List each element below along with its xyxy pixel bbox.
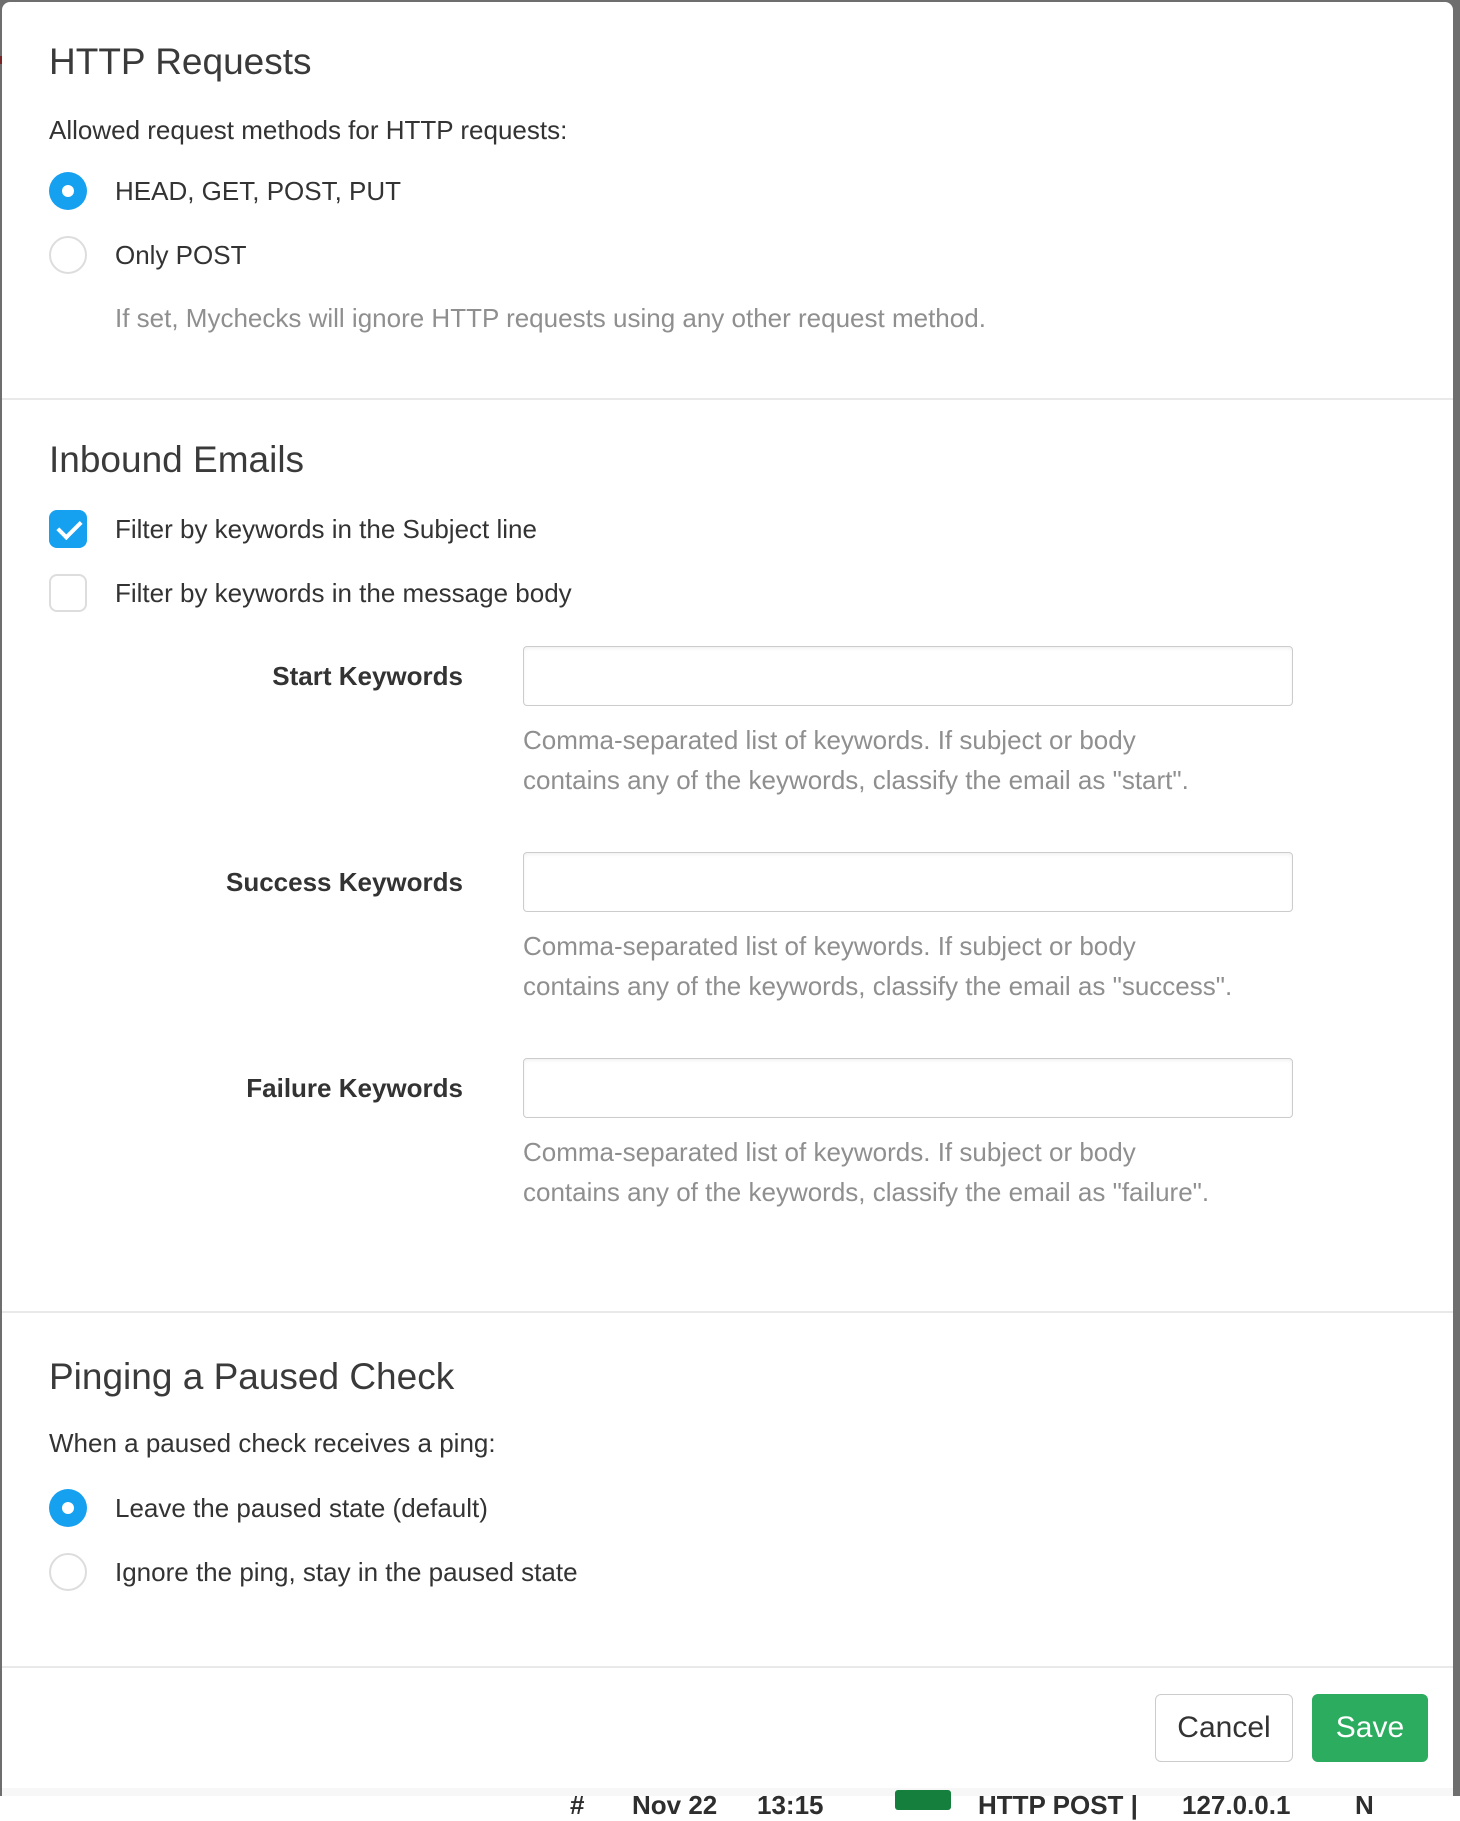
pinging-paused-subtitle: When a paused check receives a ping: [49,1428,496,1458]
start-keywords-input[interactable] [523,646,1293,706]
radio-option-head-get-post-put[interactable] [49,172,1406,210]
http-requests-title: HTTP Requests [49,41,312,82]
cancel-button[interactable]: Cancel [1155,1694,1293,1762]
checkbox-unchecked-icon[interactable] [49,574,87,612]
failure-keywords-help [523,1132,1293,1212]
background-row-time: 13:15 [757,1790,824,1820]
help-line: Comma-separated list of keywords. If subject or body [523,1137,1136,1167]
section-http-requests [2,2,1453,400]
inbound-emails-title: Inbound Emails [49,439,305,480]
settings-panel [2,2,1453,1788]
radio-unchecked-icon[interactable] [49,1553,87,1591]
background-row-right: N [1355,1790,1374,1820]
failure-keywords-label: Failure Keywords [246,1073,463,1103]
help-line: Comma-separated list of keywords. If subject or body [523,931,1136,961]
help-line: contains any of the keywords, classify the email as "success". [523,971,1233,1001]
section-pinging-paused-check [2,1313,1453,1668]
start-keywords-label: Start Keywords [272,661,463,691]
checkbox-filter-body[interactable] [49,574,1406,612]
radio-option-label: HEAD, GET, POST, PUT [115,175,402,206]
background-row-method: HTTP POST | [978,1790,1138,1820]
failure-keywords-input[interactable] [523,1058,1293,1118]
background-page-row [2,1788,1453,1820]
save-button[interactable]: Save [1312,1694,1428,1762]
http-requests-help-text: If set, Mychecks will ignore HTTP requests using any other request method. [115,303,986,333]
form-row-success-keywords [49,852,1406,1006]
form-row-start-keywords [49,646,1406,800]
radio-checked-icon[interactable] [49,1489,87,1527]
background-row-hash: # [570,1790,585,1820]
success-keywords-input[interactable] [523,852,1293,912]
help-line: contains any of the keywords, classify the email as "start". [523,765,1189,795]
background-row-ip: 127.0.0.1 [1182,1790,1291,1820]
success-keywords-label: Success Keywords [225,867,463,897]
section-inbound-emails [2,400,1453,1313]
radio-option-ignore-ping[interactable] [49,1553,1406,1591]
form-row-failure-keywords [49,1058,1406,1212]
radio-option-leave-paused[interactable] [49,1489,1406,1527]
radio-option-label: Only POST [115,239,247,270]
radio-option-only-post[interactable] [49,236,1406,274]
checkbox-checked-icon[interactable] [49,510,87,548]
start-keywords-help [523,720,1293,800]
http-requests-subtitle: Allowed request methods for HTTP requests: [49,115,568,145]
background-row-date: Nov 22 [632,1790,718,1820]
modal-footer [2,1668,1453,1788]
checkbox-label: Filter by keywords in the Subject line [115,513,537,544]
radio-unchecked-icon[interactable] [49,236,87,274]
radio-checked-icon[interactable] [49,172,87,210]
start-keywords-input-col [523,646,1293,800]
background-edge-mark [0,56,2,64]
help-line: contains any of the keywords, classify the email as "failure". [523,1177,1210,1207]
failure-keywords-input-col [523,1058,1293,1212]
help-line: Comma-separated list of keywords. If subject or body [523,725,1136,755]
success-keywords-input-col [523,852,1293,1006]
checkbox-label: Filter by keywords in the message body [115,577,572,608]
success-keywords-help [523,926,1293,1006]
checkbox-filter-subject[interactable] [49,510,1406,548]
pinging-paused-title: Pinging a Paused Check [49,1356,455,1397]
radio-option-label: Ignore the ping, stay in the paused state [115,1556,578,1587]
background-row-badge [895,1790,951,1810]
scrollbar[interactable] [1453,0,1460,1796]
radio-option-label: Leave the paused state (default) [115,1492,488,1523]
